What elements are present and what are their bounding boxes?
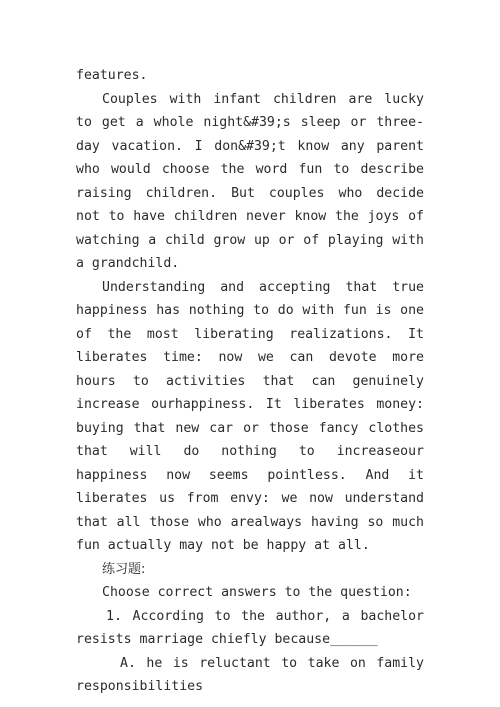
answer-blank: ______ xyxy=(330,632,378,647)
question-1-text: 1. According to the author, a bachelor resists marriage chiefly because xyxy=(76,608,424,647)
option-a: A. he is reluctant to take on family responsibilities xyxy=(76,655,424,694)
question-1 xyxy=(76,605,424,652)
paragraph-continuation: features. xyxy=(76,68,148,83)
paragraph-couples: Couples with infant children are lucky to get a whole night&#39;s sleep or three-day vacation. I don&#39;t know any parent who would choose the word fun to describe raising children. But couples who decide not to have children never know the joys of watching a child grow up or of playing with a grandchild. xyxy=(76,91,424,271)
document-body xyxy=(76,64,424,699)
paragraph-understanding: Understanding and accepting that true happiness has nothing to do with fun is one of the most liberating realizations. It liberates time: now we can devote more hours to activities that can genuinely increase ourhappiness. It liberates money: buying that new car or those fancy clothes that will do nothing to increaseour happiness now seems pointless. And it liberates us from envy: we now understand that all those who arealways having so much fun actually may not be happy at all. xyxy=(76,279,424,553)
exercise-instruction: Choose correct answers to the question: xyxy=(102,585,412,600)
exercise-heading: 练习题: xyxy=(102,561,146,577)
